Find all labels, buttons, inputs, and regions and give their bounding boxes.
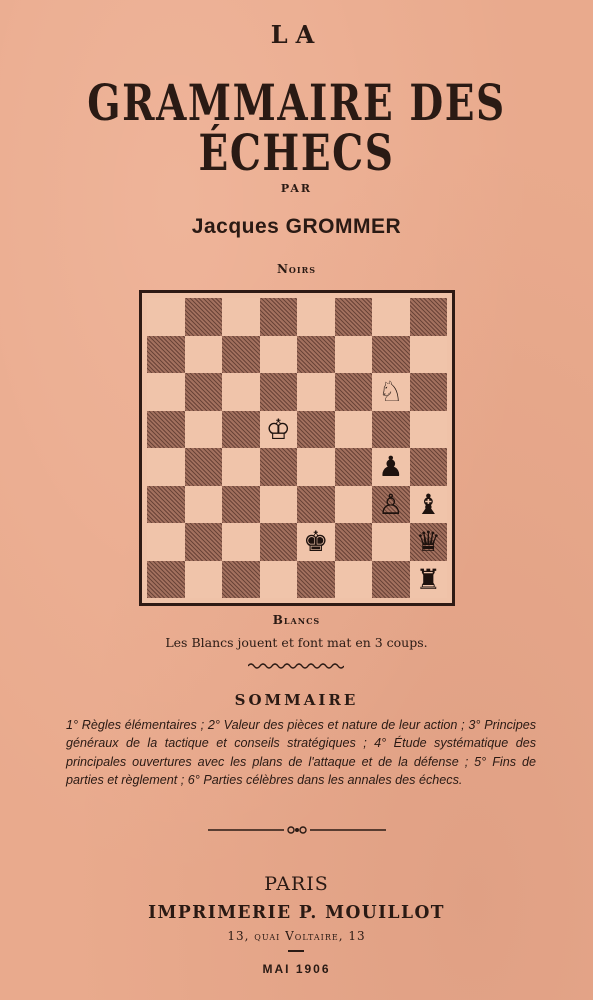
dark-square bbox=[260, 448, 298, 486]
light-square bbox=[147, 448, 185, 486]
light-square bbox=[260, 486, 298, 524]
dark-square bbox=[222, 336, 260, 374]
dark-square bbox=[335, 373, 373, 411]
light-square bbox=[147, 298, 185, 336]
light-square bbox=[185, 411, 223, 449]
light-square bbox=[185, 486, 223, 524]
dark-square bbox=[335, 523, 373, 561]
summary-text: 1° Règles élémentaires ; 2° Valeur des pièces et nature de leur action ; 3° Principes généraux de la tactique et conseils stratégiques ; 4° Étude systématique des principales ouvertures avec les plans de l'attaque et de la défense ; 5° Fins de parties et règlement ; 6° Parties célèbres dans les annales des échecs. bbox=[66, 718, 536, 787]
dark-square bbox=[147, 486, 185, 524]
light-square bbox=[297, 448, 335, 486]
publication-date: MAI 1906 bbox=[262, 962, 331, 976]
imprint-city: PARIS bbox=[264, 873, 329, 895]
light-square bbox=[410, 411, 448, 449]
dark-square bbox=[297, 486, 335, 524]
dark-square bbox=[260, 298, 298, 336]
dark-square bbox=[185, 298, 223, 336]
author-name: Jacques GROMMER bbox=[191, 215, 402, 238]
black-rook-icon: ♜ bbox=[415, 562, 441, 596]
dark-square bbox=[147, 336, 185, 374]
light-square bbox=[260, 336, 298, 374]
dark-square bbox=[297, 411, 335, 449]
dark-square bbox=[372, 411, 410, 449]
dark-square bbox=[185, 448, 223, 486]
dark-square bbox=[260, 373, 298, 411]
book-title: GRAMMAIRE DES ÉCHECS bbox=[87, 73, 506, 182]
light-square bbox=[372, 523, 410, 561]
black-side-label: Noirs bbox=[276, 262, 317, 276]
light-square bbox=[222, 523, 260, 561]
black-bishop-icon: ♝ bbox=[415, 487, 441, 521]
dark-square bbox=[185, 523, 223, 561]
dark-square bbox=[335, 448, 373, 486]
light-square bbox=[335, 336, 373, 374]
light-square bbox=[410, 336, 448, 374]
dark-square bbox=[260, 523, 298, 561]
title-article: LA bbox=[270, 20, 323, 49]
black-queen-icon: ♛ bbox=[415, 525, 441, 558]
light-square bbox=[297, 298, 335, 336]
light-square bbox=[335, 411, 373, 449]
imprint-address: 13, quai Voltaire, 13 bbox=[227, 929, 366, 943]
light-square bbox=[335, 561, 373, 599]
dark-square bbox=[222, 486, 260, 524]
light-square bbox=[222, 373, 260, 411]
dark-square bbox=[335, 298, 373, 336]
light-square bbox=[260, 561, 298, 599]
light-square bbox=[185, 561, 223, 599]
white-pawn-icon: ♙ bbox=[378, 487, 404, 521]
dark-square bbox=[297, 336, 335, 374]
white-side-label: Blancs bbox=[272, 613, 321, 627]
light-square bbox=[222, 448, 260, 486]
dark-square bbox=[297, 561, 335, 599]
dark-square bbox=[222, 561, 260, 599]
dark-square bbox=[147, 411, 185, 449]
imprint-printer: IMPRIMERIE P. MOUILLOT bbox=[148, 902, 445, 923]
light-square bbox=[147, 523, 185, 561]
dark-square bbox=[222, 411, 260, 449]
white-knight-icon: ♘ bbox=[378, 375, 404, 408]
light-square bbox=[372, 298, 410, 336]
dark-square bbox=[410, 298, 448, 336]
dark-square bbox=[372, 561, 410, 599]
divider bbox=[288, 950, 304, 952]
white-king-icon: ♔ bbox=[265, 412, 291, 446]
dark-square bbox=[185, 373, 223, 411]
chess-board bbox=[147, 298, 447, 598]
light-square bbox=[147, 373, 185, 411]
dark-square bbox=[410, 373, 448, 411]
ornament-rule-icon bbox=[208, 824, 386, 836]
problem-caption: Les Blancs jouent et font mat en 3 coups. bbox=[165, 635, 428, 650]
summary-heading: SOMMAIRE bbox=[234, 691, 359, 709]
black-pawn-icon: ♟ bbox=[378, 450, 404, 483]
by-label: PAR bbox=[280, 182, 313, 195]
light-square bbox=[222, 298, 260, 336]
wavy-rule-icon bbox=[248, 662, 344, 670]
light-square bbox=[297, 373, 335, 411]
black-king-icon: ♚ bbox=[303, 525, 329, 558]
light-square bbox=[335, 486, 373, 524]
chess-diagram bbox=[139, 290, 455, 606]
dark-square bbox=[147, 561, 185, 599]
dark-square bbox=[410, 448, 448, 486]
light-square bbox=[185, 336, 223, 374]
dark-square bbox=[372, 336, 410, 374]
